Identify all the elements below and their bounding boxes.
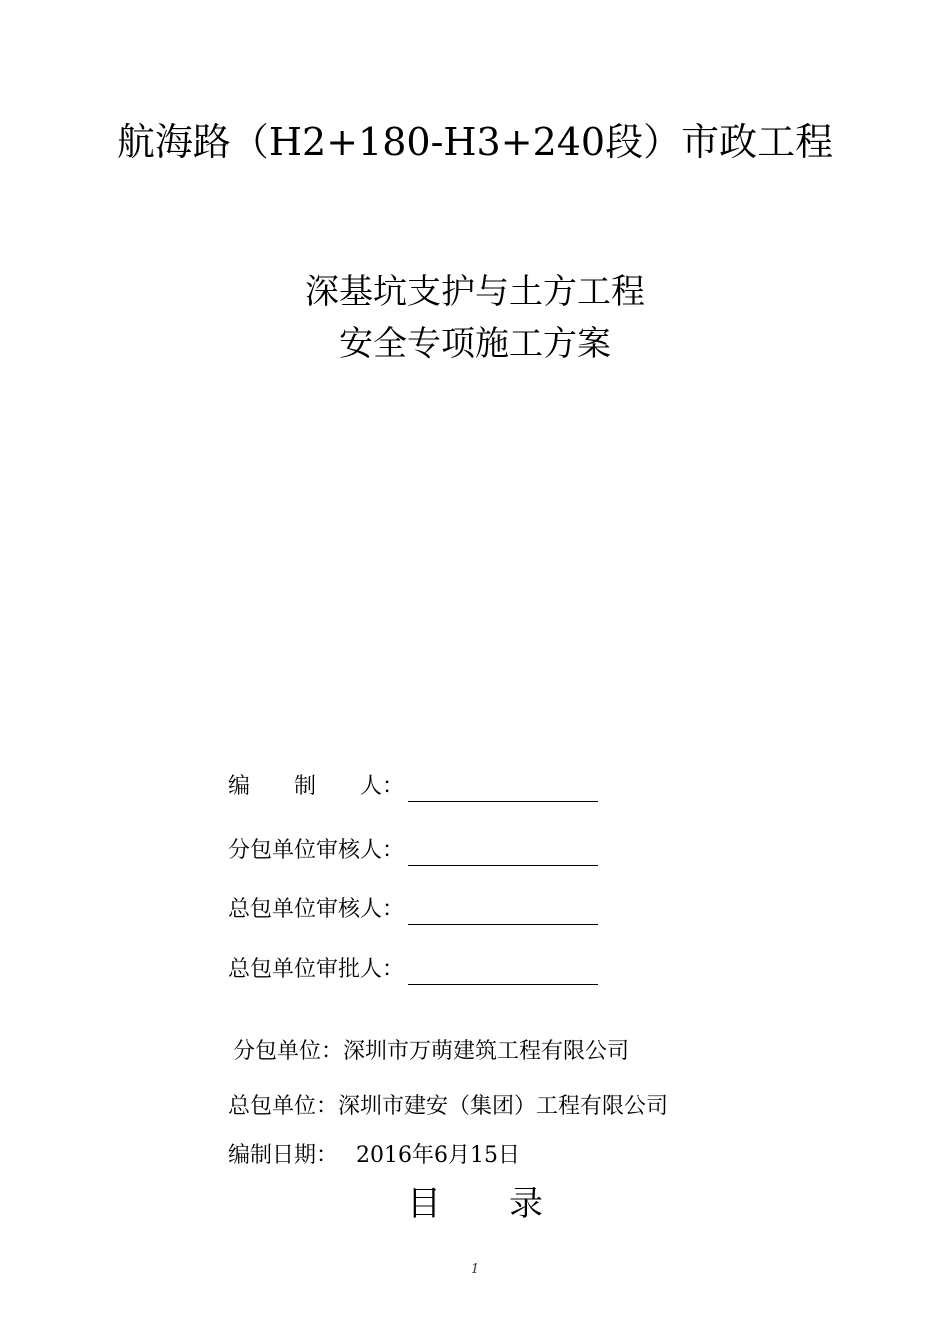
plan-title-line1: 深基坑支护与土方工程 <box>305 272 645 312</box>
signature-label: 总包单位审批人： <box>228 957 405 982</box>
plan-title-line2: 安全专项施工方案 <box>339 324 611 364</box>
signature-row-sub-reviewer <box>228 836 598 866</box>
page-number: 1 <box>470 1262 480 1277</box>
subcontractor-unit: 分包单位：深圳市万萌建筑工程有限公司 <box>233 1039 630 1064</box>
signature-blank-line[interactable] <box>408 779 598 802</box>
signature-blank-line[interactable] <box>408 902 598 925</box>
signature-blank-line[interactable] <box>408 843 598 866</box>
signature-row-compiler <box>228 772 598 802</box>
project-title: 航海路（H2+180-H3+240段）市政工程 <box>116 120 834 164</box>
signature-label: 分包单位审核人： <box>228 838 405 863</box>
signature-blank-line[interactable] <box>408 962 598 985</box>
toc-title: 目 录 <box>407 1184 543 1224</box>
signature-row-general-reviewer <box>228 895 598 925</box>
general-contractor-unit: 总包单位：深圳市建安（集团）工程有限公司 <box>228 1094 669 1119</box>
compile-date: 编制日期： 2016年6月15日 <box>228 1143 520 1168</box>
signature-label: 总包单位审核人： <box>228 897 405 922</box>
signature-label: 编 制 人： <box>228 774 405 799</box>
signature-row-general-approver <box>228 955 598 985</box>
